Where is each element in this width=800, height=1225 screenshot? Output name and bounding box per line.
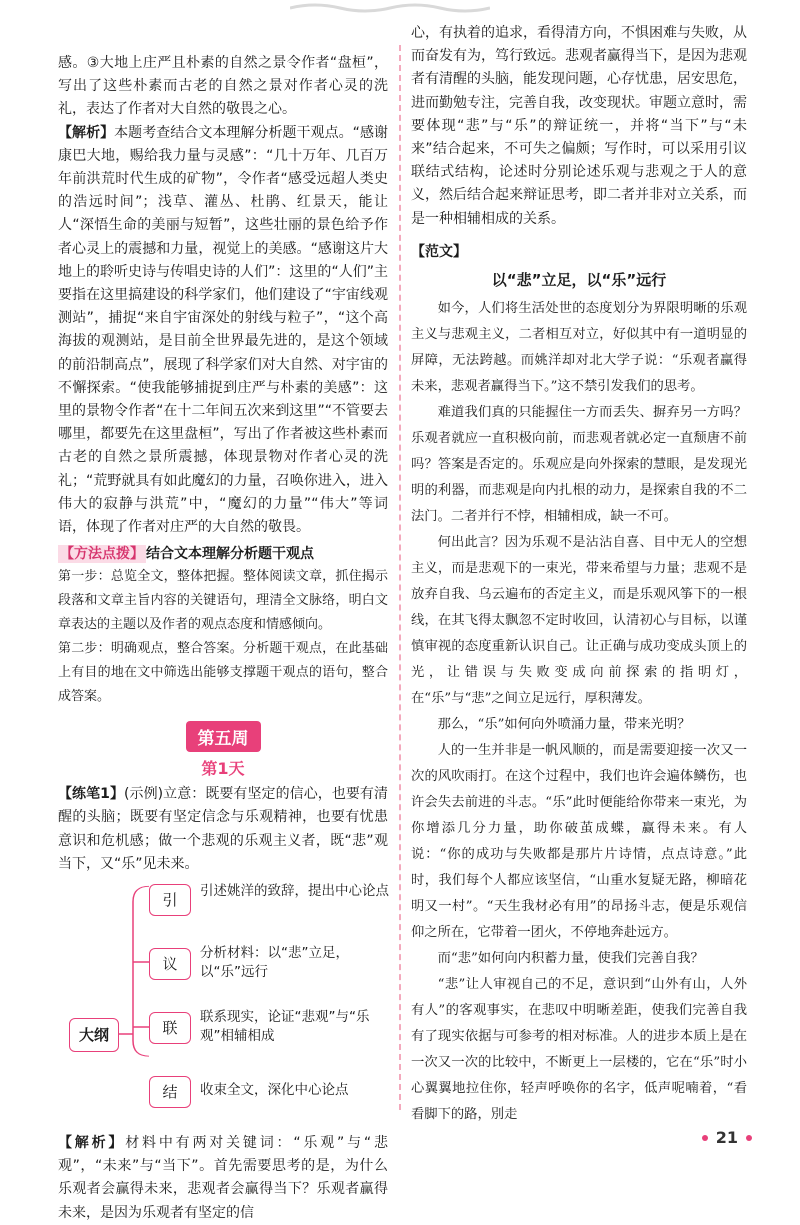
outline-node-lian: 联 xyxy=(149,1012,191,1044)
analysis-tag: 【解析】 xyxy=(58,124,115,141)
outline-desc-jie: 收束全文，深化中心论点 xyxy=(200,1082,349,1099)
right-column xyxy=(411,22,747,1128)
essay-paragraph: “悲”让人审视自己的不足，意识到“山外有山，人外有人”的客观事实，在悲叹中明晰差距，使我们完善自我有了现实依据与可参考的相对标准。人的进步本质上是在一次又一次的比较中，不断更上一层楼的，它在“乐”时小心翼翼地拉住你，轻声呼唤你的名字，低声呢喃着，“看看脚下的路，別走 xyxy=(411,976,747,1122)
analysis-continuation: 心，有执着的追求，看得清方向，不惧困难与失败，从而奋发有为，笃行致远。悲观者赢得当下，是因为悲观者有清醒的头脑，能发现问题，心存忧患，居安思危，进而勤勉专注，完善自我，改变现状。审题立意时，需要体现“悲”与“乐”的辩证统一，并将“当下”与“未来”结合起来，不可失之偏颇；写作时，可以采用引议联结式结构，论述时分别论述乐观与悲观之于人的意义，然后结合起来辩证思考，即二者并非对立关系，而是一种相辅相成的关系。 xyxy=(411,25,747,227)
analysis2-paragraph xyxy=(58,1132,388,1225)
essay-paragraph: 如今，人们将生活处世的态度划分为界限明晰的乐观主义与悲观主义，二者相互对立，好似其中有一道明显的屏障，无法跨越。而姚洋却对北大学子说：“乐观者赢得未来，悲观者赢得当下。”这不禁引发我们的思考。 xyxy=(411,300,747,394)
intro-paragraph: 感。③大地上庄严且朴素的自然之景令作者“盘桓”，写出了这些朴素而古老的自然之景对作者心灵的洗礼，表达了作者对大自然的敬畏之心。 xyxy=(58,55,388,118)
week-header xyxy=(58,721,388,752)
outline-desc-yin: 引述姚洋的致辞，提出中心论点 xyxy=(200,883,389,900)
outline-desc-lian: 联系现实，论证“悲观”与“乐观”相辅相成 xyxy=(200,1009,370,1045)
method-step-2: 第二步：明确观点，整合答案。分析题干观点，在此基础上有目的地在文中筛选出能够支撑题干观点的语句，整合成答案。 xyxy=(58,641,388,705)
essay-paragraph: 人的一生并非是一帆风顺的，而是需要迎接一次又一次的风吹雨打。在这个过程中，我们也许会遍体鳞伤，也许会失去前进的斗志。“乐”此时便能给你带来一束光，为你增添几分力量，助你破茧成蝶，赢得未来。有人说：“你的成功与失败都是那片片诗情，点点诗意。”此时，我们每个人都应该坚信，“山重水复疑无路，柳暗花明又一村”。“天生我材必有用”的昂扬斗志，便是乐观信仰之所在，它带着一团火，不停地奔赴远方。 xyxy=(411,742,747,940)
practice-text: (示例)立意：既要有坚定的信心，也要有清醒的头脑；既要有坚定信念与乐观精神，也要有忧患意识和危机感；做一个悲观的乐观主义者，既“悲”观当下，又“乐”见未来。 xyxy=(58,786,388,872)
outline-diagram xyxy=(58,882,388,1132)
analysis2-tag: 【解析】 xyxy=(58,1135,126,1152)
model-essay-title: 以“悲”立足，以“乐”远行 xyxy=(491,270,667,289)
page-number-text: 21 xyxy=(715,1128,738,1147)
outline-node-jie: 结 xyxy=(149,1076,191,1108)
page-dot-right xyxy=(746,1135,752,1141)
analysis-paragraph xyxy=(58,122,388,540)
outline-node-yi: 议 xyxy=(149,948,191,980)
essay-paragraph: 难道我们真的只能握住一方而丢失、摒弃另一方吗？乐观者就应一直积极向前，而悲观者就必定一直颓唐不前吗？答案是否定的。乐观应是向外探索的慧眼，是发现光明的利器，而悲观是向内扎根的动力，是探索自我的不二法门。二者并行不悖，相辅相成，缺一不可。 xyxy=(411,404,747,524)
analysis-text: 本题考查结合文本理解分析题干观点。“感谢康巴大地，赐给我力量与灵感”：“几十万年、几百万年前洪荒时代生成的矿物”，令作者“感受远超人类史的浩远时间”；浅草、灌丛、杜鹃、红景天，能让人“深悟生命的美丽与短暂”，这些壮丽的景色给予作者心灵上的震撼和力量，视觉上的美感。“感谢这片大地上的聆听史诗与传唱史诗的人们”：这里的“人们”主要指在这里搞建设的科学家们，他们建设了“宇宙线观测站”，捕捉“来自宇宙深处的射线与粒子”，“这个高海拔的观测站，是目前全世界最先进的，是这个领域的前沿制高点”，展现了科学家们对大自然、对宇宙的不懈探索。“使我能够捕捉到庄严与朴素的美感”：这里的景物令作者“在十二年间五次来到这里”“不管要去哪里，都要先在这里盘桓”，写出了作者被这些朴素而古老的自然之景所震撼，体现景物对作者心灵的洗礼；“荒野就具有如此魔幻的力量，召唤你进入，进入伟大的寂静与洪荒”中，“魔幻的力量”“伟大”等词语，体现了作者对庄严的大自然的敬畏。 xyxy=(58,124,388,536)
essay-paragraph: 何出此言？因为乐观不是沾沾自喜、目中无人的空想主义，而是悲观下的一束光，带来希望与力量；悲观不是放弃自我、乌云遍布的否定主义，而是乐观风筝下的一根线，在其飞得太飘忽不定时收回，认清初心与目标，以谨慎审视的态度重新认识自己。让正确与成功变成头顶上的光，让错误与失败变成向前探索的指明灯，在“乐”与“悲”之间立足远行，厚积薄发。 xyxy=(411,534,747,706)
model-essay-tag: 【范文】 xyxy=(411,243,467,260)
practice-paragraph xyxy=(58,783,388,876)
method-step-1: 第一步：总览全文，整体把握。整体阅读文章，抓住揭示段落和文章主旨内容的关键语句，理清全文脉络，明白文章表达的主题以及作者的观点态度和情感倾向。 xyxy=(58,569,388,633)
analysis2-text: 材料中有两对关键词：“乐观”与“悲观”，“未来”与“当下”。首先需要思考的是，为什么乐观者会赢得未来，悲观者会赢得当下？乐观者赢得未来，是因为乐观者有坚定的信 xyxy=(58,1135,388,1221)
top-decoration xyxy=(290,0,490,14)
method-badge: 【方法点拨】 xyxy=(60,546,144,563)
page-dot-left xyxy=(702,1135,708,1141)
page-number xyxy=(702,1128,752,1147)
week-badge: 第五周 xyxy=(186,721,261,752)
practice-tag: 【练笔1】 xyxy=(58,786,125,803)
outline-main-node: 大纲 xyxy=(69,1018,119,1052)
outline-desc-yi: 分析材料：以“悲”立足，以“乐”远行 xyxy=(200,945,349,981)
method-title: 结合文本理解分析题干观点 xyxy=(146,546,314,563)
left-column xyxy=(58,52,388,1225)
outline-node-yin: 引 xyxy=(149,884,191,916)
essay-paragraph: 而“悲”如何向内积蓄力量，使我们完善自我？ xyxy=(437,950,704,966)
day-title: 第1天 xyxy=(201,759,245,779)
method-header xyxy=(58,543,388,565)
essay-paragraph: 那么，“乐”如何向外喷涌力量，带来光明？ xyxy=(437,716,691,732)
